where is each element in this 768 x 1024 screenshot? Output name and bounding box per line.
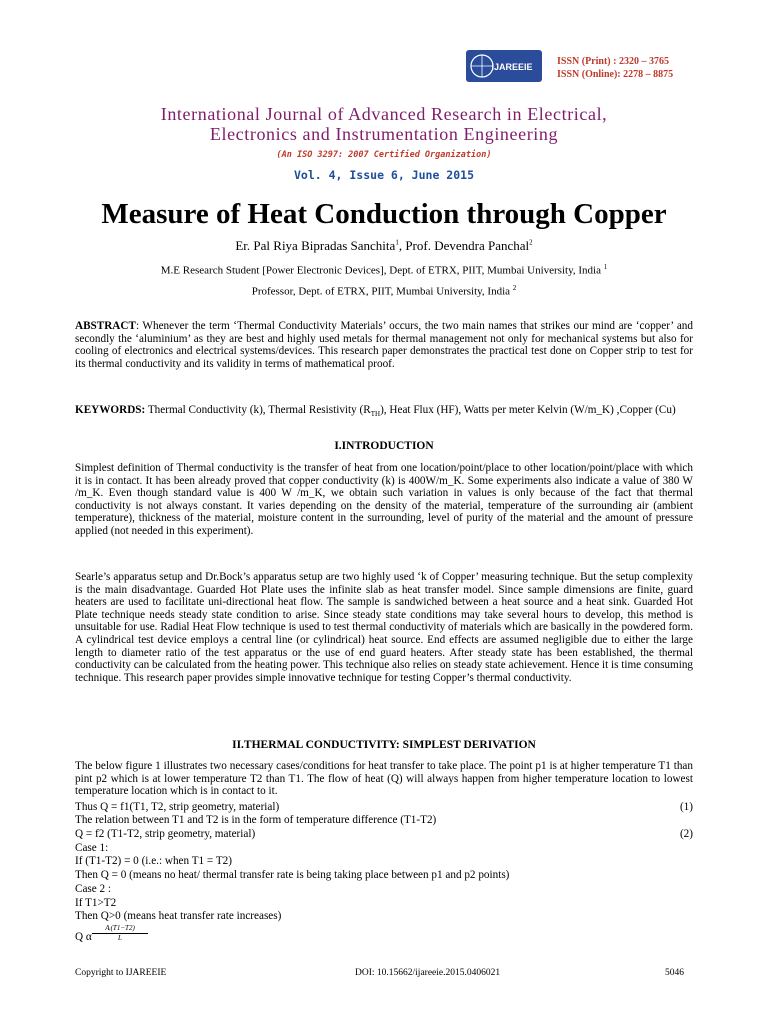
iso-certification: (An ISO 3297: 2007 Certified Organization) xyxy=(276,150,492,160)
section-heading-derivation: II.THERMAL CONDUCTIVITY: SIMPLEST DERIVATION xyxy=(232,739,536,751)
footer-page-number: 5046 xyxy=(665,968,684,978)
keywords-label: KEYWORDS: xyxy=(75,404,146,416)
case-2-label: Case 2 : xyxy=(75,883,112,895)
fraction-denominator: L xyxy=(118,934,122,942)
intro-paragraph-1: Simplest definition of Thermal conductivity is the transfer of heat from one location/point/place to other location/point/place with which it is in contact. It has been already proved that copper conductivity (k) is 400W/m_K. Some experiments also indicate a value of 380 W /m_K. Even though standard value is 400 W /m_K, we obtain such variation in values is only because of the fact that thermal conductivity is not always constant. It varies depending on the density of the material, temperature of the surrounding air (ambient temperature), thickness of the material, moisture content in the surrounding, level of purity of the material and the amount of pressure applied (not needed in this experiment). xyxy=(75,462,693,537)
intro-paragraph-2: Searle’s apparatus setup and Dr.Bock’s apparatus setup are two highly used ‘k of Copper’ measuring technique. But the setup complexity is the main disadvantage. Guarded Hot Plate uses the infinite slab as heat transfer model. Since sample dimensions are finite, guard heaters are used to facilitate uni-directional heat flow. The sample is sandwiched between a heat source and a heat sink. Guarded Hot Plate technique needs steady state condition to arise. Since steady state conditions may take several hours to develop, this method is unsuitable for use. Radial Heat Flow technique is used to test thermal conductivity of materials which are basically in the powdered form. A cylindrical test device employs a central line (or cylindrical) heat source. End effects are assumed negligible due to either the large length to diameter ratio of the test apparatus or the use of end guard heaters. After steady state has been established, the thermal conductivity can be calculated from the heating power. This technique also relies on steady state achievement. Hence it is time consuming technique. This research paper provides simple innovative technique for testing Copper’s thermal conductivity. xyxy=(75,571,694,684)
footer-doi: DOI: 10.15662/ijareeie.2015.0406021 xyxy=(355,968,501,978)
case-2-condition: If T1>T2 xyxy=(75,897,117,909)
fraction-expression xyxy=(88,924,152,942)
fraction-numerator: Aᵢ(T1−T2) xyxy=(105,924,135,932)
equation-2-number: (2) xyxy=(679,828,693,840)
affiliation-1: M.E Research Student [Power Electronic Devices], Dept. of ETRX, PIIT, Mumbai University, India $^1$ xyxy=(160,263,608,277)
proportionality: Q α xyxy=(75,931,92,943)
author-1-sup: 1 xyxy=(395,238,399,247)
case-1-condition: If (T1-T2) = 0 (i.e.: when T1 = T2) xyxy=(75,855,232,867)
author-2: , Prof. Devendra Panchal xyxy=(398,238,530,253)
abstract xyxy=(75,320,693,370)
author-1: Er. Pal Riya Bipradas Sanchita xyxy=(235,238,396,253)
equation-1: Thus Q = f1(T1, T2, strip geometry, material) (1) xyxy=(75,801,693,813)
case-1-result: Then Q = 0 (means no heat/ thermal transfer rate is being taking place between p1 and p2 points) xyxy=(75,869,510,881)
issn-print: ISSN (Print) : 2320 – 3765 xyxy=(557,56,669,67)
equation-1-number: (1) xyxy=(679,801,693,813)
journal-title-line1: International Journal of Advanced Research in Electrical, xyxy=(160,104,608,124)
paper-title: Measure of Heat Conduction through Copper xyxy=(101,198,667,230)
logo-text: IJAREEIE xyxy=(491,62,533,72)
section-heading-introduction: I.INTRODUCTION xyxy=(334,440,434,452)
abstract-label: ABSTRACT xyxy=(75,320,136,332)
journal-logo xyxy=(466,50,542,82)
authors xyxy=(0,238,768,254)
author-2-sup: 2 xyxy=(529,238,533,247)
keywords: KEYWORDS: Thermal Conductivity (k), Thermal Resistivity $(R_{TH})$, Heat Flux (HF), Watts per meter Kelvin (W/m_K) ,Copper (Cu) xyxy=(75,404,676,419)
volume-issue: Vol. 4, Issue 6, June 2015 xyxy=(293,168,474,182)
derivation-paragraph: The below figure 1 illustrates two necessary cases/conditions for heat transfer to take place. The point p1 is at higher temperature T1 than pint p2 which is at lower temperature T2 than T1. The flow of heat (Q) will always happen from higher temperature location to lowest temperature location which is in contact to it. xyxy=(75,760,693,798)
issn-block xyxy=(557,55,673,81)
case-2-result: Then Q>0 (means heat transfer rate increases) xyxy=(75,910,282,922)
abstract-text: : Whenever the term ‘Thermal Conductivity Materials’ occurs, the two main names that strikes our mind are ‘copper’ and secondly the ‘aluminium’ as they are best and highly used metals for thermal management not only for mechanical systems but also for cooling of electronics and electrical systems/devices. This research paper demonstrates the practical test done on Copper strip to test for its thermal conductivity and its validity in terms of mathematical proof. xyxy=(75,320,693,370)
relation-line: The relation between T1 and T2 is in the form of temperature difference (T1-T2) xyxy=(75,814,437,826)
footer-copyright: Copyright to IJAREEIE xyxy=(75,968,167,978)
case-1-label: Case 1: xyxy=(75,842,109,854)
issn-online: ISSN (Online): 2278 – 8875 xyxy=(557,69,674,80)
journal-title-line2: Electronics and Instrumentation Engineering xyxy=(209,124,559,144)
equation-2: Q = f2 (T1-T2, strip geometry, material) (2) xyxy=(75,828,693,840)
affiliation-2: Professor, Dept. of ETRX, PIIT, Mumbai University, India $^2$ xyxy=(251,284,517,298)
